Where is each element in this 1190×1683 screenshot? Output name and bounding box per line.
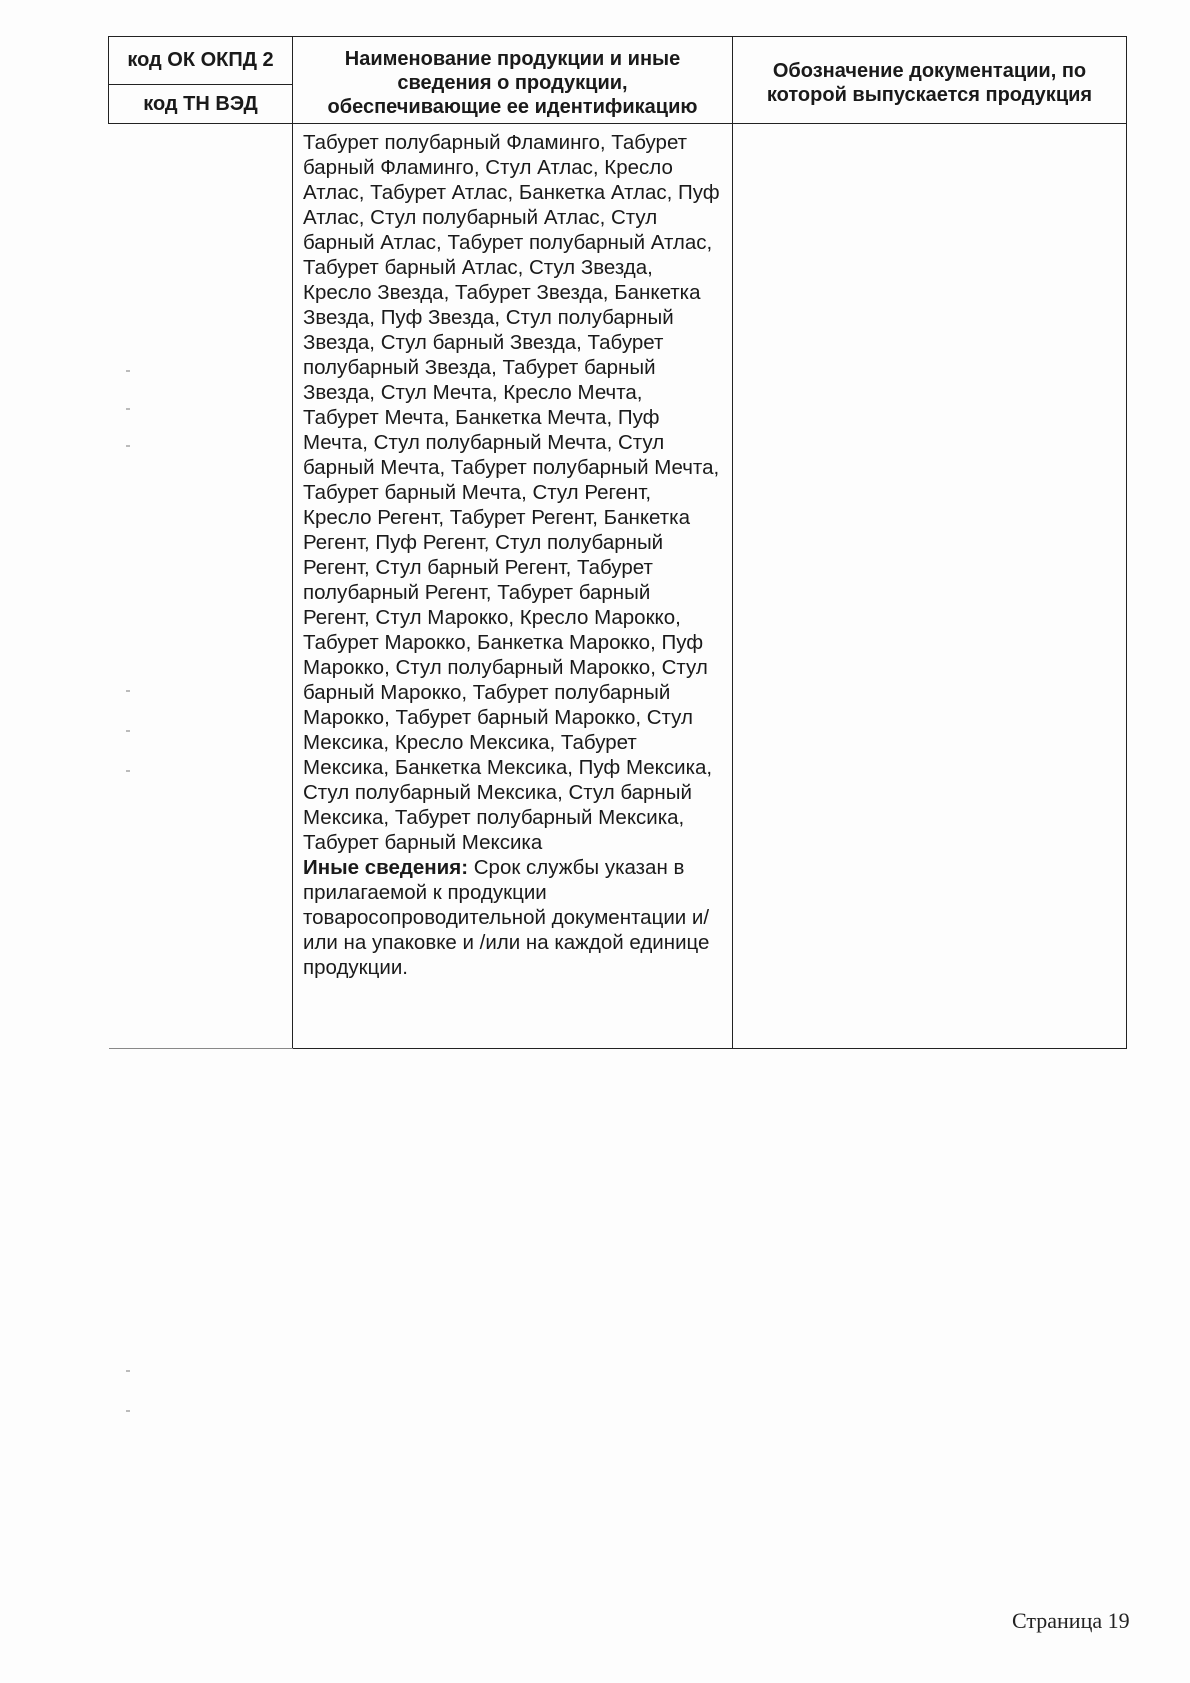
header-product-name-line: сведения о продукции, xyxy=(397,72,628,94)
scan-artifact xyxy=(126,370,130,372)
header-row-top xyxy=(109,37,1127,85)
scan-artifact xyxy=(126,1370,130,1372)
other-info xyxy=(303,855,722,980)
scan-artifact xyxy=(126,690,130,692)
scan-artifact xyxy=(126,730,130,732)
cell-code xyxy=(109,124,293,1049)
header-product-name xyxy=(293,37,733,124)
product-list: Табурет полубарный Фламинго, Табурет барный Фламинго, Стул Атлас, Кресло Атлас, Табурет Атлас, Банкетка Атлас, Пуф Атлас, Стул полубарный Атлас, Стул барный Атлас, Табурет полубарный Атлас, Табурет барный Атлас, Стул Звезда, Кресло Звезда, Табурет Звезда, Банкетка Звезда, Пуф Звезда, Стул полубарный Звезда, Стул барный Звезда, Табурет полубарный Звезда, Табурет барный Звезда, Стул Мечта, Кресло Мечта, Табурет Мечта, Банкетка Мечта, Пуф Мечта, Стул полубарный Мечта, Стул барный Мечта, Табурет полубарный Мечта, Табурет барный Мечта, Стул Регент, Кресло Регент, Табурет Регент, Банкетка Регент, Пуф Регент, Стул полубарный Регент, Стул барный Регент, Табурет полубарный Регент, Табурет барный Регент, Стул Марокко, Кресло Марокко, Табурет Марокко, Банкетка Марокко, Пуф Марокко, Стул полубарный Марокко, Стул барный Марокко, Табурет полубарный Марокко, Табурет барный Марокко, Стул Мексика, Кресло Мексика, Табурет Мексика, Банкетка Мексика, Пуф Мексика, Стул полубарный Мексика, Стул барный Мексика, Табурет полубарный Мексика, Табурет барный Мексика xyxy=(303,131,720,854)
scan-artifact xyxy=(126,408,130,410)
cell-documentation xyxy=(733,124,1127,1049)
header-product-name-line: обеспечивающие ее идентификацию xyxy=(327,96,698,118)
table-row xyxy=(109,124,1127,1049)
other-info-label: Иные сведения: xyxy=(303,856,469,879)
header-code-okpd: код ОК ОКПД 2 xyxy=(109,37,293,85)
cell-product-description xyxy=(293,124,733,1049)
scan-artifact xyxy=(126,1410,130,1412)
header-documentation-line: Обозначение документации, по xyxy=(772,60,1087,82)
other-info-text: Срок службы указан в прилагаемой к продукции товаросопроводительной документации и/или на упаковке и /или на каждой единице продукции. xyxy=(303,856,710,979)
header-product-name-line: Наименование продукции и иные xyxy=(344,48,681,70)
scan-artifact xyxy=(126,770,130,772)
page-number: Страница 19 xyxy=(1012,1608,1130,1633)
header-documentation-line: которой выпускается продукция xyxy=(766,84,1093,106)
product-table xyxy=(108,36,1127,1049)
scan-artifact xyxy=(126,445,130,447)
header-code-tnved: код ТН ВЭД xyxy=(109,85,293,124)
header-documentation xyxy=(733,37,1127,124)
